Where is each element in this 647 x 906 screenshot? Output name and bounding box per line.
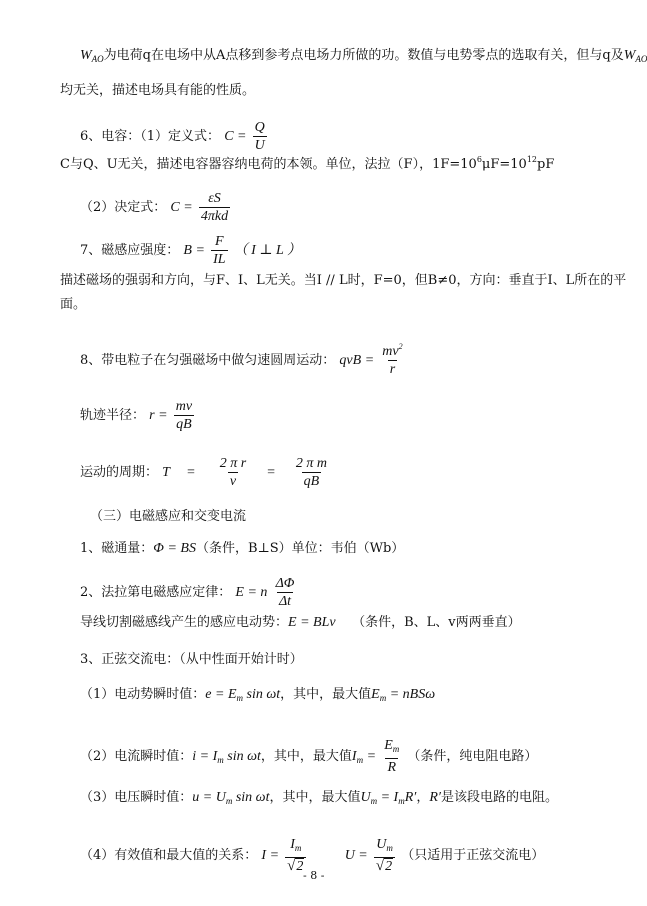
line-capacitance-definition: 6、电容：（1）定义式： C = $\frac{Q}{U}$ [80,120,265,153]
fraction-epsilon-s: $\frac{\varepsilon S}{\text{4πkd}}$ [200,191,229,224]
section-heading-induction: （三）电磁感应和交变电流 [90,509,247,524]
fraction-q-over-u: $\frac{Q}{U}$ [254,120,265,153]
symbol-w-ao-2: $W_{AO}$ [623,48,647,64]
fraction-im-over-root2: $I_m$ √ 2 [285,836,306,875]
line-field-description: 描述磁场的强弱和方向，与F、I、L无关。当I // L时，F=0，但B≠0，方向：垂直于I、L所在的平 [60,273,627,288]
fraction-2pim-over-qb: $\frac{\text{2 π m}}{qB}$ [295,456,328,489]
fraction-um-over-root2: $U_m$ √ 2 [374,836,395,875]
line-magnetic-induction: 7、磁感应强度： B = $\frac{F}{IL}$ （ I ⊥ L ） [80,234,302,267]
line-period: 运动的周期： T = $\frac{\text{2 π r}}{v}$ = $\frac{\text{2 π m}}{qB}$ [80,456,328,489]
line-magnetic-flux: 1、磁通量：Φ = BS（条件，B⊥S）单位：韦伯（Wb） [80,541,405,556]
fraction-2pir-over-v: $\frac{\text{2 π r}}{v}$ [219,456,247,489]
line-radius: 轨迹半径： r = $\frac{mv}{qB}$ [80,399,193,432]
line-faraday-law: 2、法拉第电磁感应定律： E = n $\frac{\Delta\Phi}{\Delta t}$ [80,576,295,609]
text-work-definition: 为电荷q在电场中从A点移到参考点电场力所做的功。数值与电势零点的选取有关，但与q及 [103,48,624,63]
page-number: - 8 - [303,869,325,882]
line-rms-relation: （4）有效值和最大值的关系： I = $I_m$ √ 2 U = $U_m$ √ 2 （只适用于正弦交流电） [80,837,545,874]
line-capacitance-units: C与Q、U无关，描述电容器容纳电荷的本领。单位，法拉（F），$1F=10^6\mu F=10^{12}pF$ [60,155,555,172]
line-ac-heading: 3、正弦交流电：（从中性面开始计时） [80,652,303,667]
line-emf-instantaneous: （1）电动势瞬时值：$e = E_m$ sin ωt，其中，最大值$E_m = nBS\omega$ [80,687,436,703]
fraction-f-over-il: $\frac{F}{IL}$ [213,234,226,267]
line-capacitance-formula: （2）决定式： C = $\frac{\varepsilon S}{\text{4πkd}}$ [80,191,229,224]
line-motional-emf: 导线切割磁感线产生的感应电动势：E = BLv （条件，B、L、v两两垂直） [80,615,521,630]
fraction-dphi-over-dt: $\frac{\Delta\Phi}{\Delta t}$ [275,576,295,609]
line-current-instantaneous: （2）电流瞬时值：$i = I_m$ sin ωt，其中，最大值$I_m$ = $\frac{E_m}{R}$ （条件，纯电阻电路） [80,738,538,775]
line-field-energy: 均无关，描述电场具有能的性质。 [60,83,256,98]
fraction-em-over-r: $\frac{E_m}{R}$ [384,738,400,775]
symbol-w-ao: $W_{AO}$ [80,48,104,64]
line-circular-motion: 8、带电粒子在匀强磁场中做匀速圆周运动： qvB = $\frac{mv^2}{r}$ [80,342,403,377]
line-field-description-cont: 面。 [60,297,87,312]
line-work-definition [80,46,647,69]
fraction-mv2-over-r: $\frac{mv^2}{r}$ [382,342,403,377]
fraction-mv-over-qb: $\frac{mv}{qB}$ [175,399,193,432]
line-voltage-instantaneous: （3）电压瞬时值：$u = U_m$ sin ωt，其中，最大值$U_m = I_mR'$，R′是该段电路的电阻。 [80,790,558,806]
